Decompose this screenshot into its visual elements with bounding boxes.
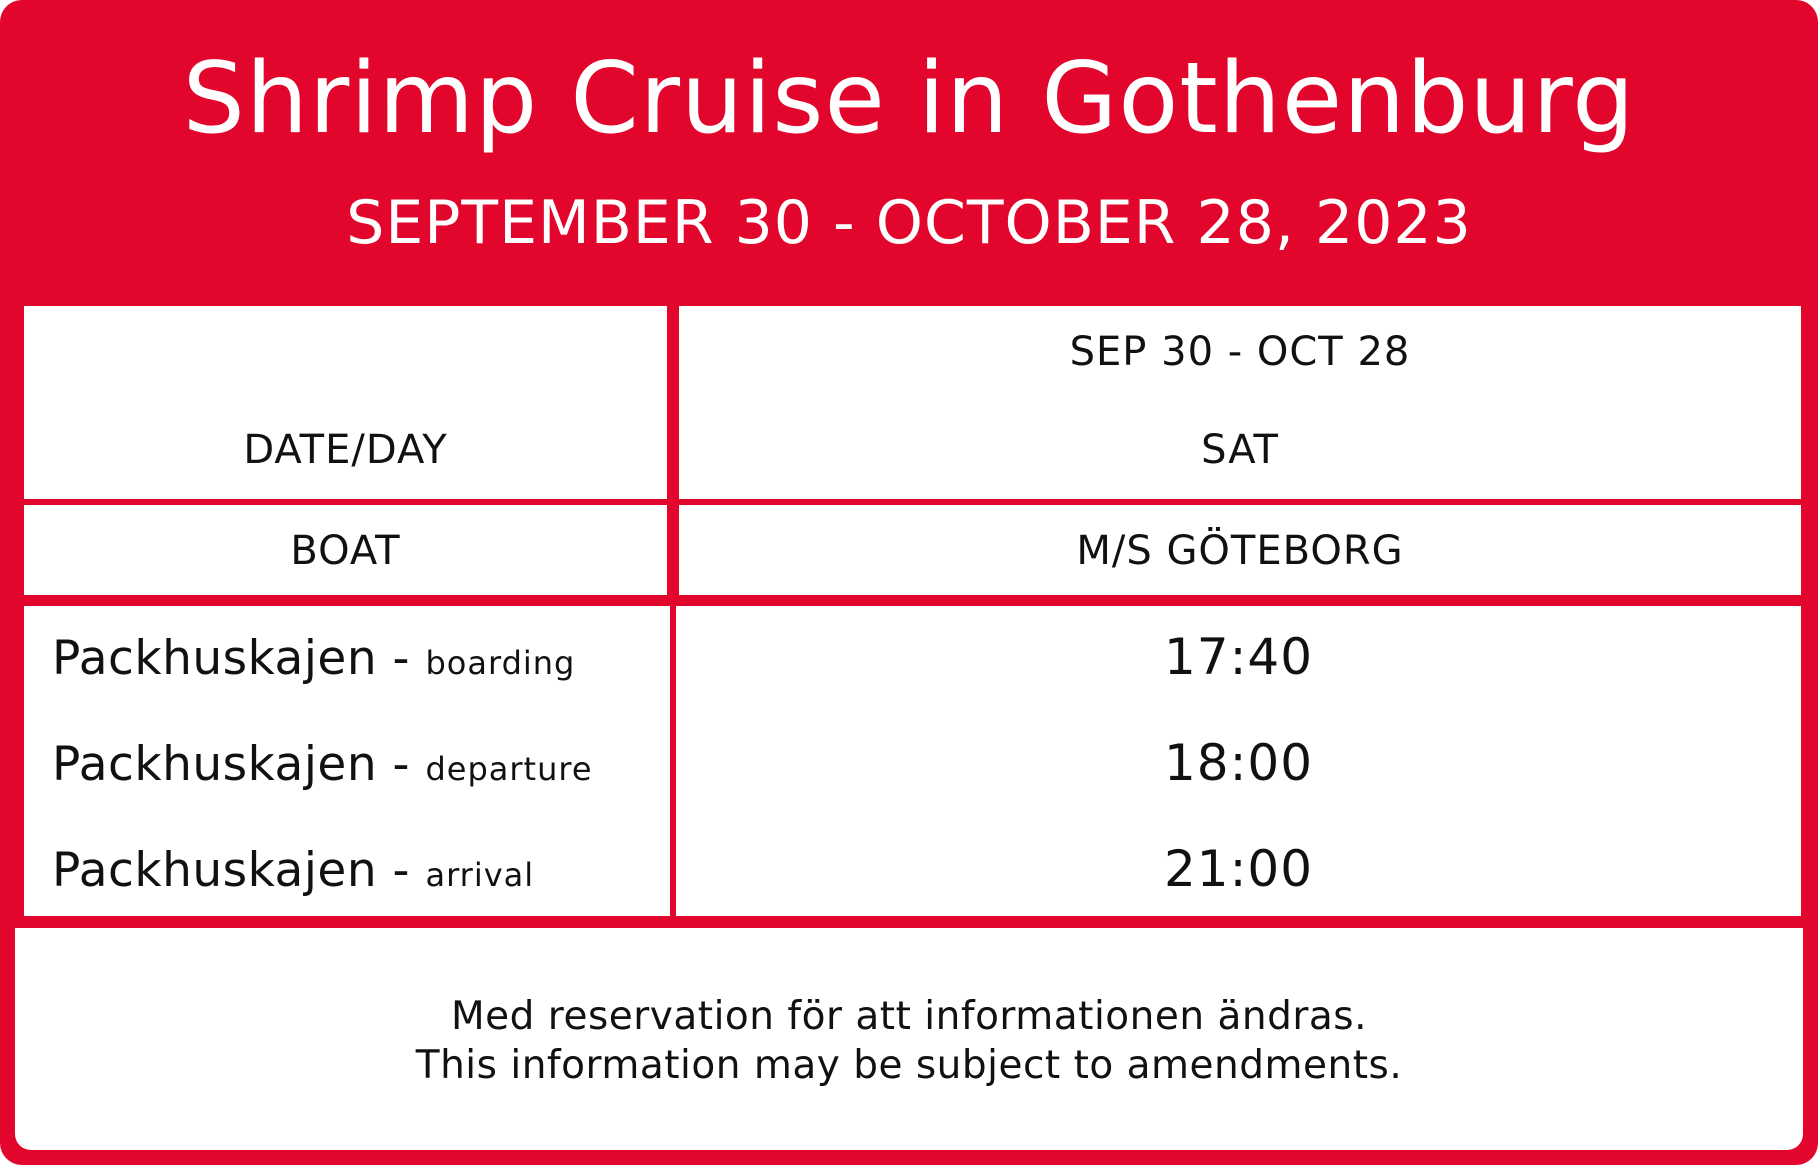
note-english: This information may be subject to amendments. xyxy=(415,1043,1403,1088)
stop-place: Packhuskajen - xyxy=(52,631,411,686)
stop-arrival-label xyxy=(52,843,534,903)
page-title: Shrimp Cruise in Gothenburg xyxy=(182,42,1636,156)
stops-time-cell xyxy=(676,606,1801,916)
boat-value-cell xyxy=(679,505,1801,595)
stop-place: Packhuskajen - xyxy=(52,737,411,792)
time-departure: 18:00 xyxy=(1163,734,1314,792)
day-value: SAT xyxy=(1201,427,1279,473)
stop-event: arrival xyxy=(425,856,535,894)
date-day-label-cell xyxy=(24,306,667,499)
stop-event: departure xyxy=(425,750,593,788)
note-swedish: Med reservation för att informationen ändras. xyxy=(450,994,1367,1039)
footer-note-cell xyxy=(15,928,1803,1150)
boat-name: M/S GÖTEBORG xyxy=(1076,528,1404,574)
boat-label-cell xyxy=(24,505,667,595)
date-day-label: DATE/DAY xyxy=(243,427,448,473)
date-range-value: SEP 30 - OCT 28 xyxy=(1069,329,1411,375)
stop-event: boarding xyxy=(425,644,576,682)
time-boarding: 17:40 xyxy=(1163,628,1314,686)
boat-label: BOAT xyxy=(290,528,401,574)
stop-departure-label xyxy=(52,737,593,797)
date-day-value-cell xyxy=(679,306,1801,499)
time-arrival: 21:00 xyxy=(1163,840,1314,898)
stop-place: Packhuskajen - xyxy=(52,843,411,898)
stop-boarding-label xyxy=(52,631,575,691)
date-range-subtitle: SEPTEMBER 30 - OCTOBER 28, 2023 xyxy=(346,188,1472,258)
stops-place-cell xyxy=(24,606,670,916)
